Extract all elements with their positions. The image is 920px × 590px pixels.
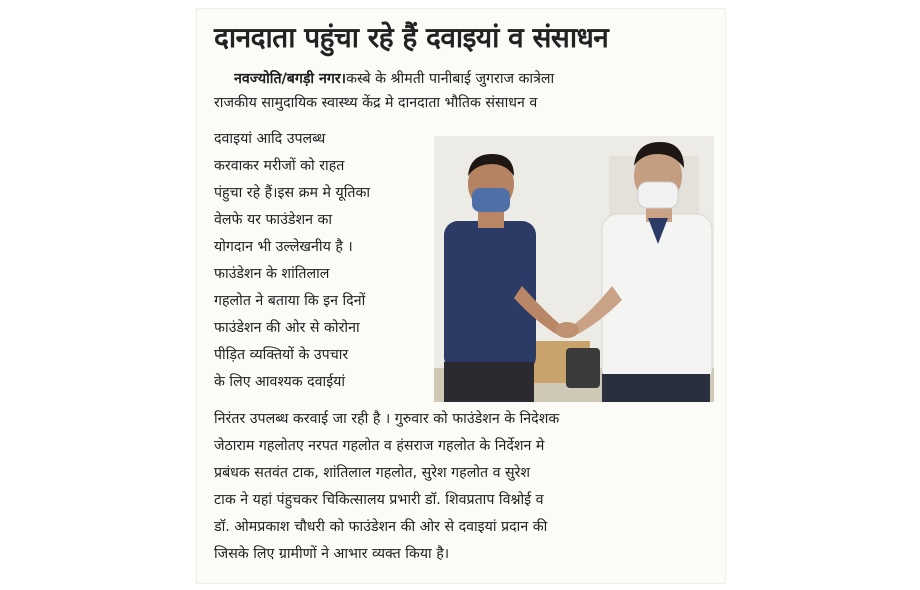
article-bottom-line-6: जिसके लिए ग्रामीणों ने आभार व्यक्त किया है। — [214, 546, 450, 562]
article-line-1 — [234, 68, 714, 90]
article-text: कस्बे के श्रीमती पानीबाई जुगराज कात्रेला — [346, 71, 555, 87]
article-side-line-9: पीड़ित व्यक्तियों के उपचार — [214, 347, 349, 363]
article-side-line-10: के लिए आवश्यक दवाईयां — [214, 374, 346, 390]
handshake-hands — [555, 322, 579, 338]
article-line-2: राजकीय सामुदायिक स्वास्थ्य केंद्र मे दानदाता भौतिक संसाधन व — [214, 95, 538, 111]
photo-illustration — [434, 136, 714, 402]
person-right-mask — [638, 182, 678, 208]
person-left-mask — [472, 188, 510, 212]
person-left-trousers — [444, 362, 534, 402]
photo-chair — [566, 348, 600, 388]
article-side-line-7: गहलोत ने बताया कि इन दिनों — [214, 293, 366, 309]
article-side-line-8: फाउंडेशन की ओर से कोरोना — [214, 320, 360, 336]
article-side-line-4: वेलफे यर फाउंडेशन का — [214, 212, 333, 228]
article-bottom-line-4: टाक ने यहां पंहुचकर चिकित्सालय प्रभारी डॉ. शिवप्रताप विश्नोई व — [214, 492, 544, 508]
article-bottom-line-3: प्रबंधक सतवंत टाक, शांतिलाल गहलोत, सुरेश गहलोत व सुरेश — [214, 465, 531, 481]
article-bottom-line-5: डॉ. ओमप्रकाश चौधरी को फाउंडेशन की ओर से दवाइयां प्रदान की — [214, 519, 548, 535]
newspaper-clipping — [196, 8, 726, 584]
article-side-line-1: दवाइयां आदि उपलब्ध — [214, 131, 326, 147]
article-bottom-line-1: निरंतर उपलब्ध करवाई जा रही है । गुरुवार को फाउंडेशन के निदेशक — [214, 411, 560, 427]
article-side-line-3: पंहुचा रहे हैं।इस क्रम मे यूतिका — [214, 185, 371, 201]
article-side-line-5: योगदान भी उल्लेखनीय है । — [214, 239, 353, 255]
news-photo — [434, 136, 714, 402]
article-side-line-2: करवाकर मरीजों को राहत — [214, 158, 345, 174]
byline: नवज्योति/बगड़ी नगर। — [234, 71, 347, 87]
person-right-trousers — [602, 374, 710, 402]
article-side-line-6: फाउंडेशन के शांतिलाल — [214, 266, 330, 282]
article-bottom-line-2: जेठाराम गहलोतए नरपत गहलोत व हंसराज गहलोत के निर्देशन मे — [214, 438, 545, 454]
headline: दानदाता पहुंचा रहे हैं दवाइयां व संसाधन — [214, 21, 609, 54]
